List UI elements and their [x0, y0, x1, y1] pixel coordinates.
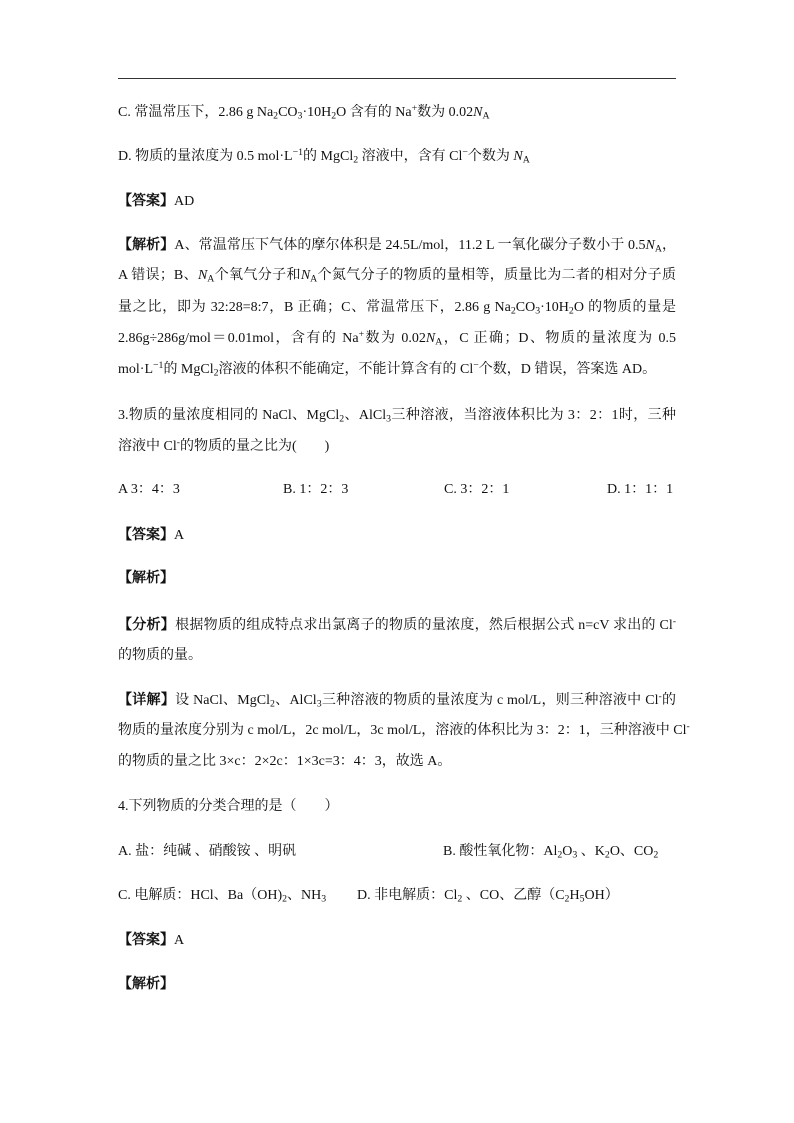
italic-symbol: N	[300, 268, 311, 283]
italic-symbol: N	[645, 238, 655, 253]
text-run: A	[174, 528, 185, 543]
subscript: 2	[653, 849, 659, 861]
text-run: ·10H	[540, 300, 569, 315]
text-run: O 的物质的量是	[573, 300, 676, 315]
subscript: 2	[604, 849, 610, 861]
text-run: 的物质的量。	[118, 648, 202, 663]
text-run: 、AlCl	[344, 408, 387, 423]
subscript: 2	[557, 849, 563, 861]
q3-option-a	[118, 480, 180, 500]
q4-stem	[118, 797, 339, 817]
q2-analysis-line-5	[118, 360, 656, 380]
subscript: A	[522, 154, 530, 166]
text-run: 溶液中 Cl	[118, 439, 177, 454]
text-run: 、AlCl	[274, 693, 317, 708]
q2-option-d	[118, 147, 530, 167]
q2-analysis-line-3	[118, 298, 676, 318]
q2-answer	[118, 191, 194, 211]
subscript: 2	[339, 413, 345, 425]
q3-stem-line-1	[118, 406, 676, 426]
text-run: 的物质的量之比为( )	[180, 439, 330, 454]
superscript: -	[672, 616, 676, 628]
text-run: C. 电解质：HCl、Ba（OH)	[118, 888, 283, 903]
section-label: 【答案】	[118, 932, 174, 948]
text-run: 溶液中，含有 Cl	[358, 149, 463, 164]
q4-analysis-heading	[118, 974, 174, 994]
text-run: B. 1：2：3	[283, 482, 349, 497]
text-run: O	[562, 844, 573, 859]
text-run: 量之比，即为 32:28=8:7，B 正确；C、常温常压下，2.86 g Na	[118, 300, 511, 315]
section-label: 【解析】	[118, 976, 174, 992]
q3-analysis-heading	[118, 568, 174, 588]
subscript: A	[482, 110, 490, 122]
subscript: 2	[282, 893, 288, 905]
text-run: 数为 0.02	[417, 105, 474, 120]
q2-option-c	[118, 103, 490, 123]
subscript: 3	[316, 698, 322, 710]
text-run: OH）	[584, 888, 619, 903]
section-label: 【答案】	[118, 193, 174, 209]
text-run: 数为 0.02	[364, 331, 426, 346]
text-run: A	[174, 933, 185, 948]
text-run: A 3：4：3	[118, 482, 180, 497]
text-run: A 错误；B、	[118, 268, 198, 283]
superscript: +	[411, 103, 418, 115]
superscript: −1	[153, 360, 164, 372]
subscript: 2	[568, 305, 574, 317]
header-rule	[118, 78, 676, 79]
subscript: A	[310, 273, 318, 285]
text-run: 个氮气分子的物质的量相等，质量比为二者的相对分子质	[317, 268, 676, 283]
subscript: 2	[353, 154, 359, 166]
text-run: A. 盐：纯碱 、硝酸铵 、明矾	[118, 844, 297, 859]
text-run: 个数，D 错误，答案选 AD。	[478, 362, 657, 377]
q2-analysis-line-1	[118, 235, 676, 255]
q2-analysis-line-2	[118, 266, 676, 286]
text-run: ，C 正确；D、物质的量浓度为 0.5	[442, 331, 676, 346]
subscript: 2	[213, 367, 219, 379]
subscript: 5	[579, 893, 585, 905]
section-label: 【分析】	[118, 617, 176, 633]
subscript: A	[654, 243, 662, 255]
text-run: ，	[661, 238, 677, 253]
q3-option-b	[283, 480, 348, 500]
italic-symbol: N	[513, 149, 523, 164]
text-run: 根据物质的组成特点求出氯离子的物质的量浓度，然后根据公式 n=cV 求出的 Cl	[175, 618, 673, 633]
q4-option-c	[118, 886, 326, 906]
q3-reasoning-line-2	[118, 646, 202, 666]
q4-options-cd	[118, 886, 676, 906]
q3-detail-line-2	[118, 721, 690, 741]
text-run: B. 酸性氧化物：Al	[443, 844, 558, 859]
text-run: 2.86g÷286g/mol＝0.01mol，含有的 Na	[118, 331, 359, 346]
superscript: -	[176, 437, 180, 449]
superscript: −1	[292, 147, 304, 159]
text-run: 个数为	[467, 149, 514, 164]
text-run: D. 1：1：1	[607, 482, 674, 497]
text-run: H	[569, 888, 580, 903]
text-run: 的物质的量之比 3×c：2×2c：1×3c=3：4：3，故选 A。	[118, 754, 452, 769]
q3-stem-line-2	[118, 437, 329, 457]
text-run: 的 MgCl	[163, 362, 214, 377]
text-run: 三种溶液的物质的量浓度为 c mol/L，则三种溶液中 Cl	[321, 693, 659, 708]
text-run: 设 NaCl、MgCl	[175, 693, 270, 708]
superscript: +	[358, 329, 365, 341]
text-run: CO	[278, 105, 298, 120]
text-run: 三种溶液，当溶液体积比为 3：2：1时，三种	[391, 408, 677, 423]
text-run: D. 非电解质：Cl	[357, 888, 458, 903]
text-run: AD	[174, 194, 195, 209]
text-run: 、CO、乙醇（C	[462, 888, 565, 903]
superscript: −	[462, 147, 468, 159]
subscript: A	[435, 336, 443, 348]
text-run: C. 3：2：1	[444, 482, 510, 497]
subscript: 2	[510, 305, 516, 317]
text-run: A、常温常压下气体的摩尔体积是 24.5L/mol，11.2 L 一氧化碳分子数小于 0.5	[174, 238, 646, 253]
subscript: 2	[269, 698, 275, 710]
section-label: 【答案】	[118, 527, 174, 543]
subscript: 3	[297, 110, 303, 122]
q3-option-d	[607, 480, 673, 500]
italic-symbol: N	[473, 105, 483, 120]
section-label: 【解析】	[118, 570, 174, 586]
q3-options	[118, 480, 676, 500]
text-run: 的	[661, 693, 677, 708]
text-run: 、NH	[287, 888, 322, 903]
section-label: 【解析】	[118, 237, 175, 253]
subscript: 2	[273, 110, 279, 122]
text-run: 个氧气分子和	[214, 268, 301, 283]
italic-symbol: N	[197, 268, 208, 283]
text-run: ·10H	[302, 105, 332, 120]
text-run: 、K	[577, 844, 605, 859]
text-run: 的 MgCl	[303, 149, 354, 164]
subscript: 3	[321, 893, 327, 905]
q3-detail-line-3	[118, 752, 451, 772]
q4-options-ab	[118, 842, 676, 862]
text-run: 溶液的体积不能确定，不能计算含有的 Cl	[218, 362, 474, 377]
subscript: 2	[457, 893, 463, 905]
text-run: D. 物质的量浓度为 0.5 mol·L	[118, 149, 293, 164]
superscript: -	[686, 721, 690, 733]
text-run: mol·L	[118, 362, 153, 377]
text-run: 3.物质的量浓度相同的 NaCl、MgCl	[118, 408, 340, 423]
text-run: CO	[515, 300, 536, 315]
subscript: A	[207, 273, 215, 285]
subscript: 3	[386, 413, 392, 425]
q3-option-c	[444, 480, 509, 500]
superscript: −	[473, 360, 479, 372]
q3-answer	[118, 525, 184, 545]
italic-symbol: N	[425, 331, 436, 346]
text-run: 4.下列物质的分类合理的是（ ）	[118, 799, 339, 814]
section-label: 【详解】	[118, 692, 176, 708]
q4-option-d	[357, 886, 619, 906]
text-run: C. 常温常压下，2.86 g Na	[118, 105, 274, 120]
q4-option-b	[443, 842, 658, 862]
q3-detail-line-1	[118, 690, 676, 710]
q4-answer	[118, 930, 184, 950]
subscript: 2	[331, 110, 337, 122]
subscript: 2	[564, 893, 570, 905]
text-run: O 含有的 Na	[336, 105, 412, 120]
subscript: 3	[535, 305, 541, 317]
q4-option-a	[118, 842, 296, 862]
text-run: 物质的量浓度分别为 c mol/L，2c mol/L，3c mol/L，溶液的体积比为 3：2：1，三种溶液中 Cl	[118, 723, 687, 738]
subscript: 3	[572, 849, 578, 861]
q2-analysis-line-4	[118, 329, 676, 349]
superscript: -	[658, 691, 662, 703]
q3-reasoning-line-1	[118, 615, 676, 635]
text-run: O、CO	[609, 844, 654, 859]
